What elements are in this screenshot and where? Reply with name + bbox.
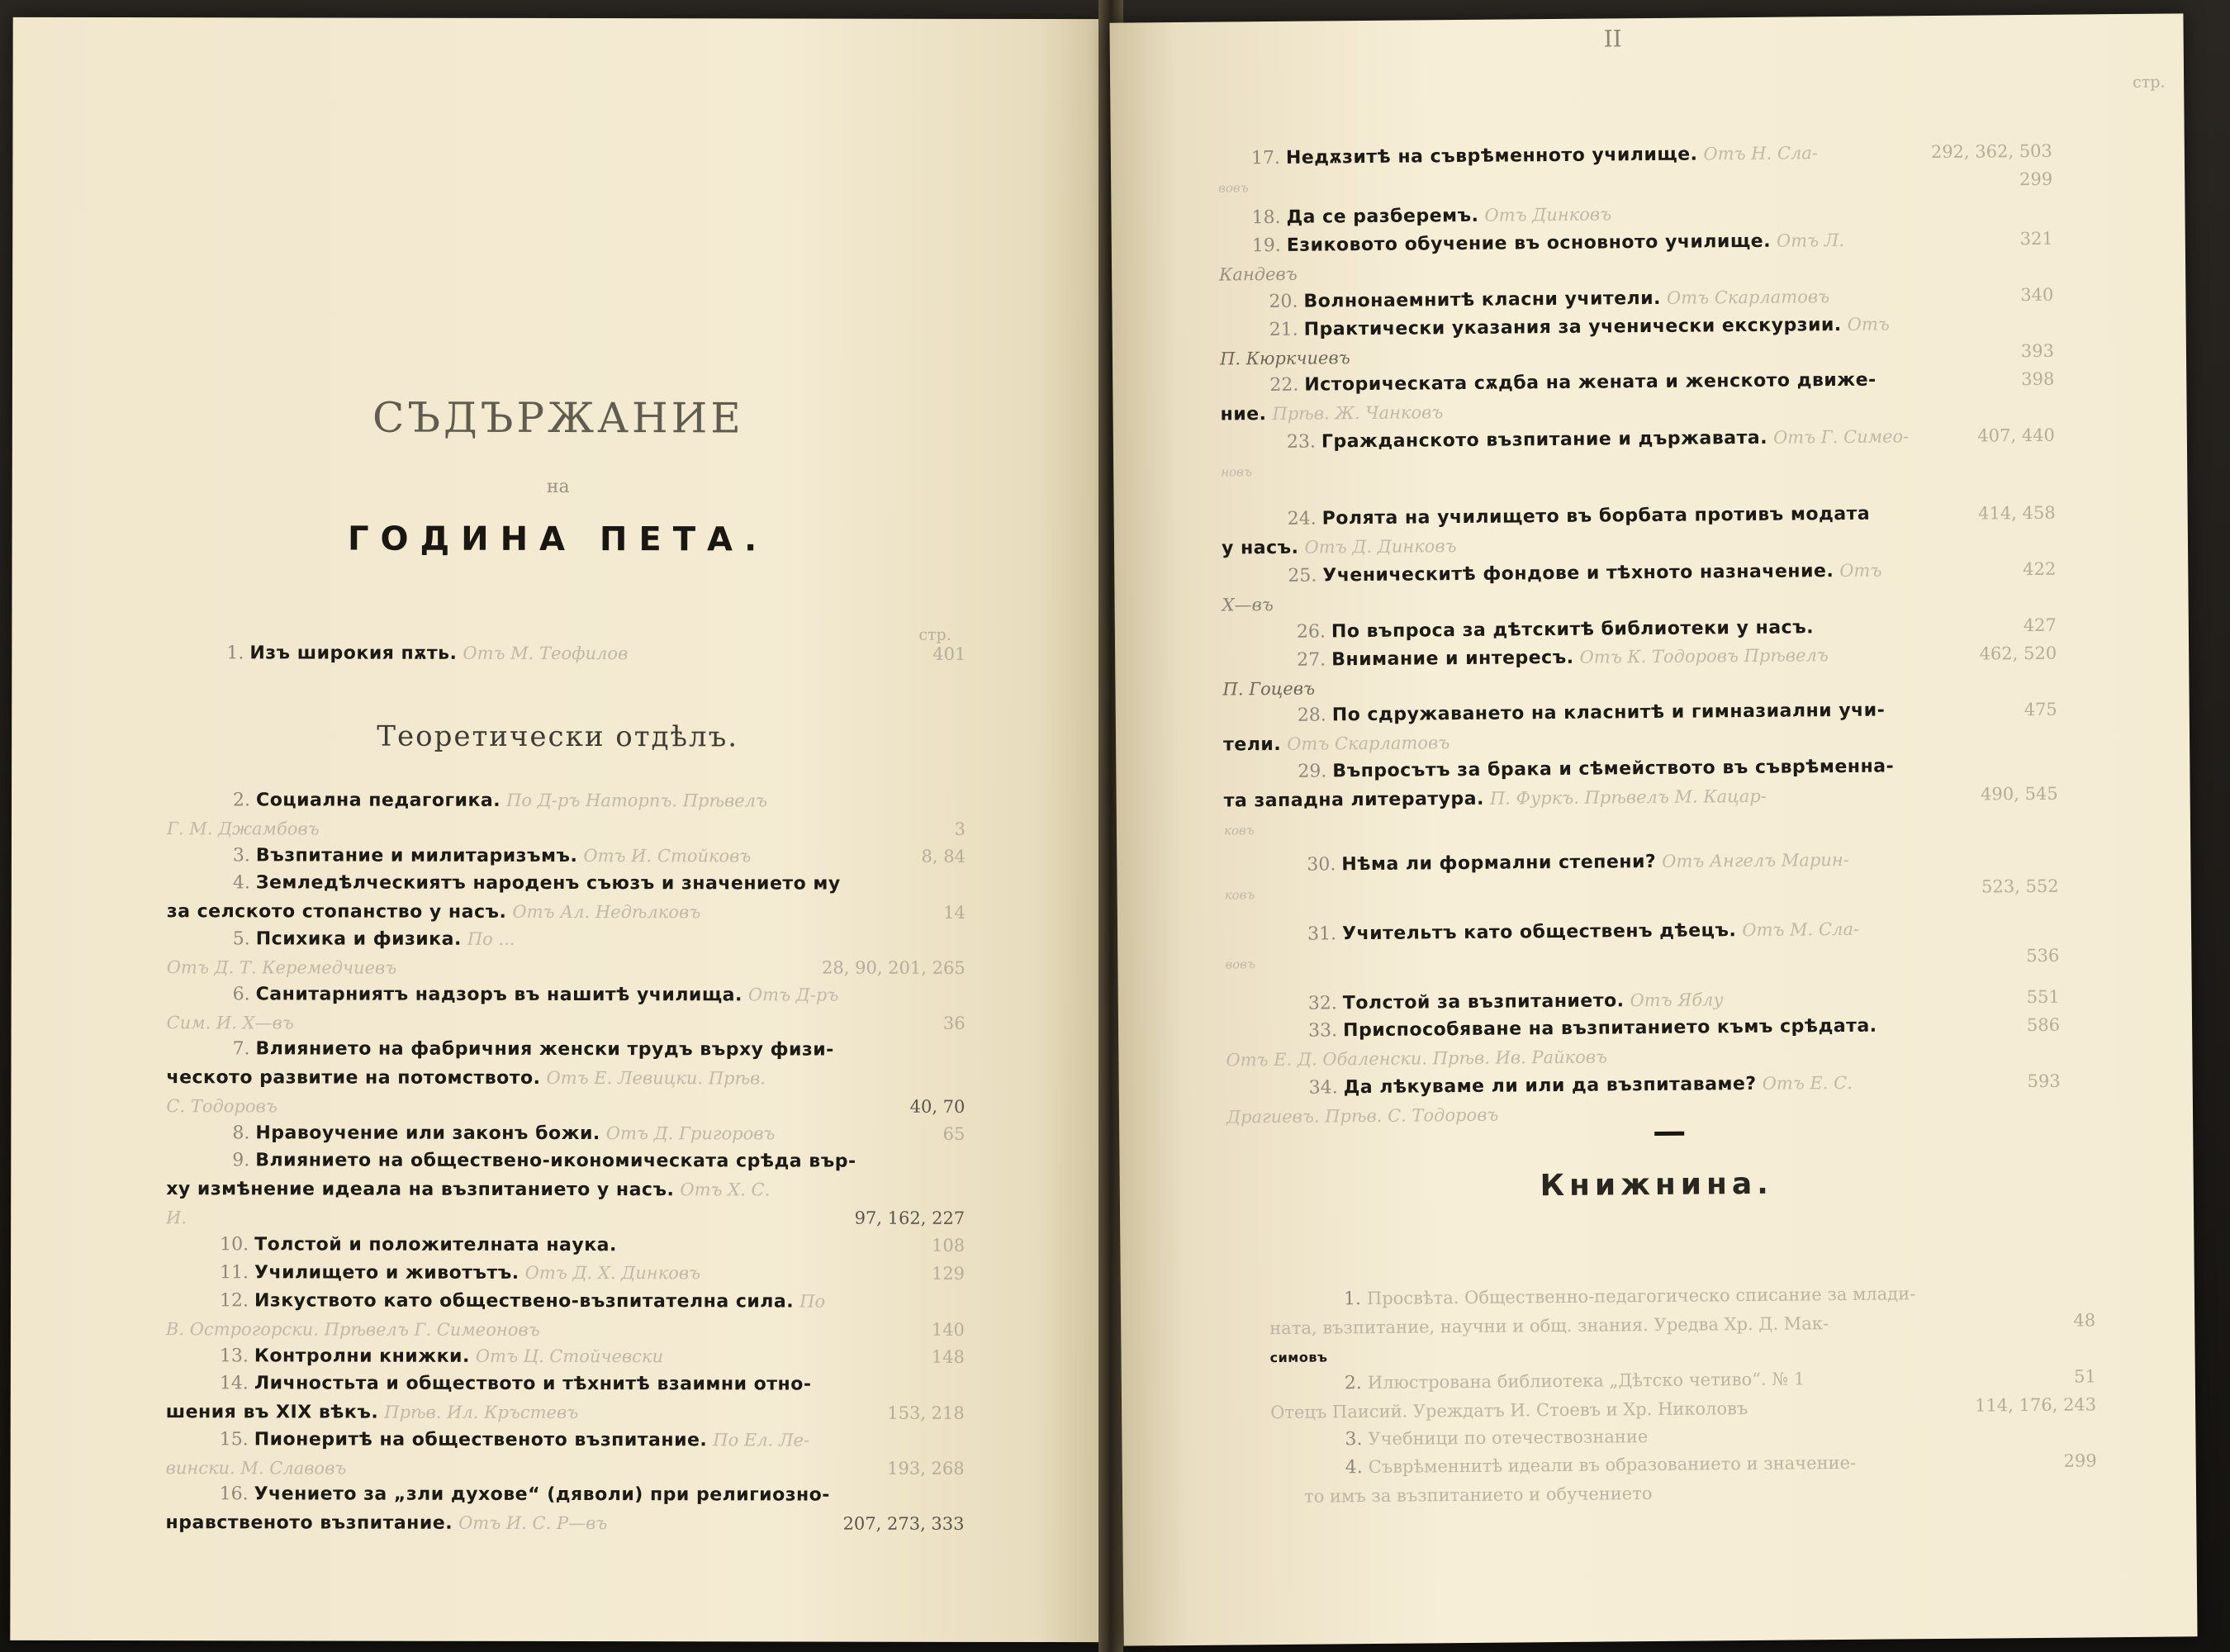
page-column-label: стр. [918,625,951,644]
page-title: СЪДЪРЖАНИЕ [372,393,744,443]
list-item: 7. Влиянието на фабричния женски трудъ върху физи- ческото развитие на потомството. Отъ Е. Левицки. Прѣв. С. Тодоровъ 40, 70 [166,1038,966,1117]
theory-section-heading: Теоретически отдѣлъ. [377,719,739,754]
list-item: 21. Практически указания за ученически екскурзии. Отъ П. Кюркчиевъ 393 [1219,314,2055,369]
list-item: 14. Личностьта и обществото и тѣхнитѣ взаимни отно- шения въ XIX вѣкъ. Прѣв. Ил. Кръстевъ 153, 218 [165,1373,965,1423]
title-preposition: на [546,476,570,498]
list-item: 15. Пионеритѣ на общественото възпитание. По Ел. Ле- вински. М. Славовъ 193, 268 [165,1429,965,1479]
volume-year: ГОДИНА ПЕТА. [347,520,769,559]
list-item: 3. Учебници по отечествознание [1345,1427,1649,1450]
list-item: 1. Просвѣта. Общественно-педагогическо списание за млади- ната, възпитание, научни и общ. знания. Уредва Хр. Д. Мак- симовъ 48 [1269,1284,2096,1366]
list-item: 23. Гражданското възпитание и държавата. Отъ Г. Симео- новъ 407, 440 [1221,425,2055,480]
list-item: 13. Контролни книжки. Отъ Ц. Стойчевски 148 [219,1346,965,1367]
list-item: 4. Съврѣменнитѣ идеали въ образованието и значение- то имъ за възпитанието и обучението 299 [1303,1450,2097,1507]
list-item: 18. Да се разберемъ. Отъ Динковъ [1251,204,1612,229]
list-item: 8. Нравоучение или законъ божи. Отъ Д. Григоровъ 65 [232,1123,966,1145]
list-item: 17. Недѫзитѣ на съврѣменното училище. Отъ Н. Сла- вовъ 292, 362, 503 299 [1218,140,2053,196]
list-item: 34. Да лѣкуваме ли или да възпитаваме? Отъ Е. С. Драгиевъ. Прѣв. С. Тодоровъ 593 [1226,1070,2061,1127]
list-item: 26. По въпроса за дѣтскитѣ библиотеки у насъ. 427 [1296,615,2057,643]
page-number: II [1603,25,1622,53]
list-item: 4. Земледѣлческиятъ народенъ съюзъ и значението му за селското стопанство у насъ. Отъ Ал. Недѣлковъ 14 [166,872,966,923]
list-item: 16. Учението за „зли духове“ (дяволи) при религиозно- нравственото възпитание. Отъ И. С. Р—въ 207, 273, 333 [165,1483,965,1534]
list-item: 6. Санитарниятъ надзоръ въ нашитѣ училища. Отъ Д-ръ Сим. И. Х—въ 36 [166,984,966,1033]
list-item: 31. Учительтъ като общественъ дѣецъ. Отъ М. Сла- вовъ 536 [1225,919,2060,972]
list-item: 29. Въпросътъ за брака и сѣмейството въ съврѣменна- та западна литература. П. Фуркъ. Прѣвелъ М. Кацар- ковъ 490, 545 [1223,756,2058,838]
list-item: 1. Изъ широкия пѫть. Отъ М. Теофилов 401 [226,643,966,664]
list-item: 32. Толстой за възпитанието. Отъ Яблу 551 [1307,986,2060,1014]
list-item: 9. Влиянието на обществено-икономическата срѣда вър- ху измѣнение идеала на възпитанието у насъ. Отъ Х. С. И. 97, 162, 227 [166,1150,966,1228]
list-item: 5. Психика и физика. По ... Отъ Д. Т. Керемедчиевъ 28, 90, 201, 265 [166,928,966,978]
list-item: 28. По сдружаването на класнитѣ и гимназиални учи- тели. Отъ Скарлатовъ 475 [1222,699,2057,756]
books-section-heading: Книжнина. [1540,1166,1774,1203]
list-item: 3. Възпитание и милитаризъмъ. Отъ И. Стойковъ 8, 84 [232,845,966,867]
list-item: 10. Толстой и положителната наука. 108 [220,1234,966,1256]
list-item: 12. Изкуството като обществено-възпитателна сила. По В. Острогорски. Прѣвелъ Г. Симеоновъ 140 [165,1290,965,1340]
divider [1654,1132,1684,1136]
list-item: 25. Ученическитѣ фондове и тѣхното назначение. Отъ Х—въ 422 [1222,558,2057,615]
list-item: 2. Социална педагогика. По Д-ръ Наторпъ. Прѣвелъ Г. М. Джамбовъ 3 [166,790,966,839]
list-item: 2. Илюстрована библиотека „Дѣтско четиво“. № 1 Отецъ Паисий. Уреждатъ И. Стоевъ и Хр. Николовъ 51 114, 176, 243 [1270,1366,2097,1423]
list-item: 24. Ролята на училището въ борбата противъ модата у насъ. Отъ Д. Динковъ 414, 458 [1221,502,2056,559]
right-page [1109,13,2197,1645]
left-page [10,17,1104,1642]
list-item: 20. Волнонаемнитѣ класни учители. Отъ Скарлатовъ 340 [1269,284,2054,313]
list-item: 11. Училището и животътъ. Отъ Д. Х. Динковъ 129 [220,1262,966,1284]
list-item: 33. Приспособяване на възпитанието къмъ срѣдата. Отъ Е. Д. Обаленски. Прѣв. Ив. Райковъ 586 [1226,1014,2061,1070]
list-item: 27. Внимание и интересъ. Отъ К. Тодоровъ Прѣвелъ П. Гоцевъ 462, 520 [1222,643,2057,700]
page-column-label: стр. [2133,73,2166,92]
list-item: 30. Нѣма ли формални степени? Отъ Ангелъ Марин- ковъ 523, 552 [1224,849,2059,903]
list-item: 19. Езиковото обучение въ основното училище. Отъ Л. Кандевъ 321 [1219,228,2053,285]
list-item: 22. Историческата сѫдба на жената и женското движе- ние. Прѣв. Ж. Чанковъ 398 [1220,368,2055,425]
